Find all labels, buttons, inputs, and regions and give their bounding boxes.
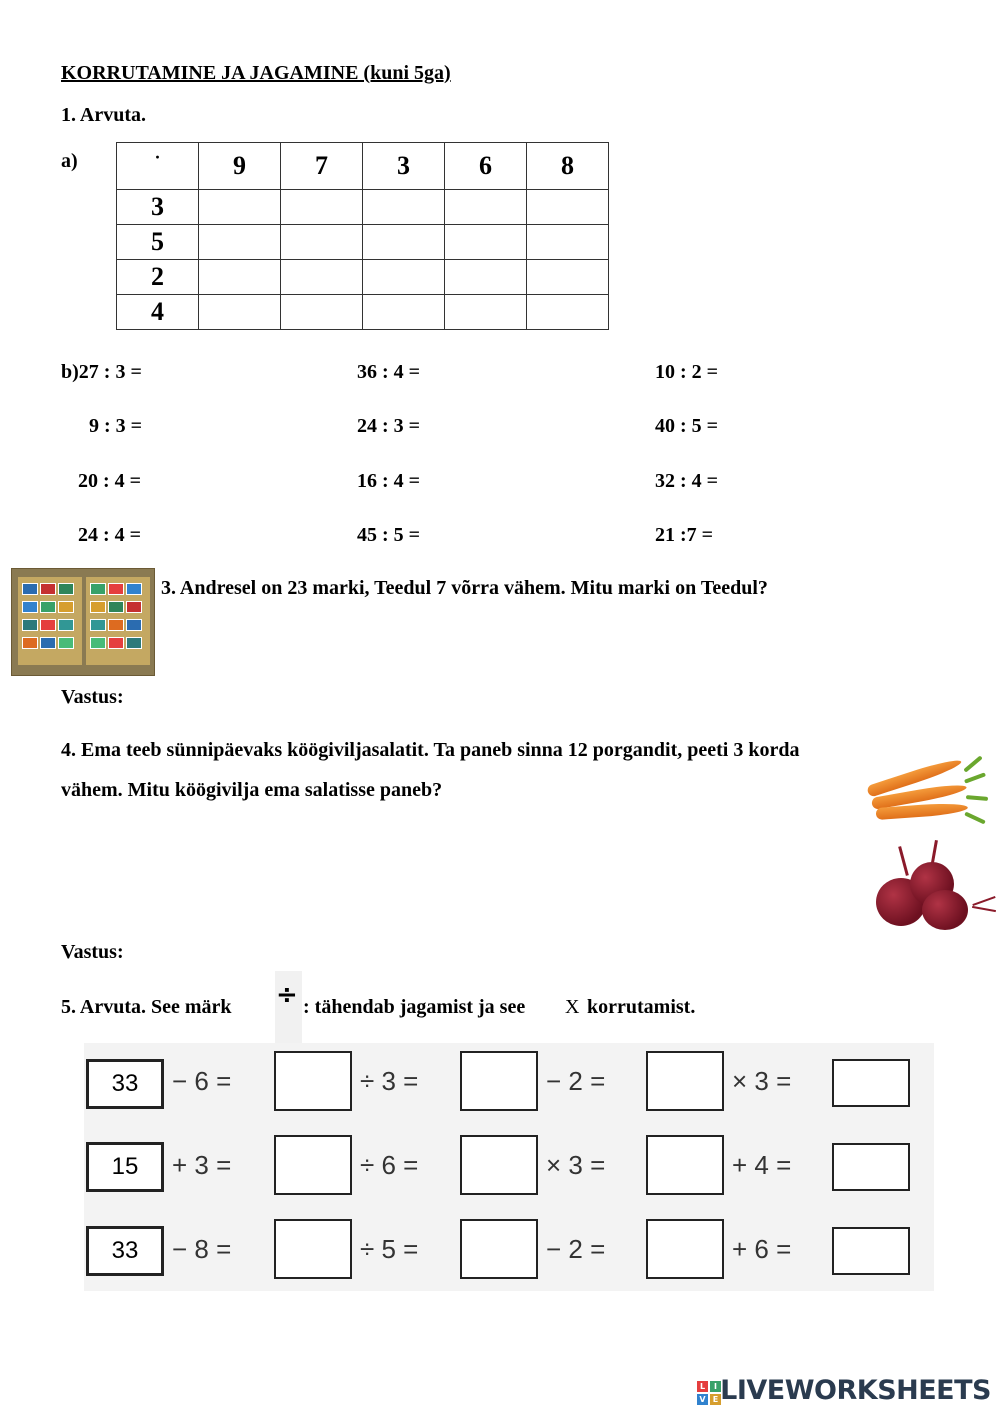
division-equation: 24 : 4 = — [78, 524, 142, 546]
answer-cell[interactable] — [445, 190, 527, 225]
answer-cell[interactable] — [199, 190, 281, 225]
chain-answer-box[interactable] — [646, 1051, 724, 1111]
division-equation: 32 : 4 = — [655, 470, 719, 492]
chain-operation: ÷ 6 = — [360, 1150, 419, 1180]
chain-answer-box[interactable] — [460, 1051, 538, 1111]
task4-answer-label: Vastus: — [61, 941, 124, 963]
answer-cell[interactable] — [281, 295, 363, 330]
answer-cell[interactable] — [199, 260, 281, 295]
chain-answer-box[interactable] — [832, 1143, 910, 1191]
liveworksheets-logo-icon — [697, 1381, 721, 1405]
task5-text-after: korrutamist. — [587, 996, 696, 1018]
liveworksheets-brand: LIVEWORKSHEETS — [720, 1375, 991, 1406]
answer-cell[interactable] — [527, 190, 609, 225]
logo-letter: V — [697, 1394, 708, 1405]
chain-answer-box[interactable] — [274, 1135, 352, 1195]
chain-operation: − 8 = — [172, 1234, 232, 1264]
chain-operation: ÷ 5 = — [360, 1234, 419, 1264]
answer-cell[interactable] — [527, 260, 609, 295]
division-equation: 10 : 2 = — [655, 361, 719, 383]
chain-answer-box[interactable] — [274, 1219, 352, 1279]
task5-text-before: 5. Arvuta. See märk — [61, 996, 232, 1018]
division-equation: 45 : 5 = — [357, 524, 421, 546]
logo-letter: L — [697, 1381, 708, 1392]
division-equation: 9 : 3 = — [89, 415, 143, 437]
table-column-header: 8 — [527, 143, 609, 190]
arithmetic-chains-panel — [84, 1043, 934, 1291]
chain-answer-box[interactable] — [646, 1135, 724, 1195]
table-row-header: 5 — [117, 225, 199, 260]
table-column-header: 3 — [363, 143, 445, 190]
answer-cell[interactable] — [281, 190, 363, 225]
division-equation: 24 : 3 = — [357, 415, 421, 437]
answer-cell[interactable] — [199, 295, 281, 330]
division-equation: 36 : 4 = — [357, 361, 421, 383]
answer-cell[interactable] — [445, 295, 527, 330]
chain-operation: × 3 = — [732, 1066, 792, 1096]
answer-cell[interactable] — [363, 295, 445, 330]
task5-text-mid: : tähendab jagamist ja see — [303, 996, 526, 1018]
chain-operation: − 6 = — [172, 1066, 232, 1096]
answer-cell[interactable] — [281, 260, 363, 295]
division-equation: 16 : 4 = — [357, 470, 421, 492]
answer-cell[interactable] — [363, 225, 445, 260]
carrots-icon — [866, 746, 992, 836]
answer-cell[interactable] — [445, 260, 527, 295]
logo-letter: I — [710, 1381, 721, 1392]
logo-letter: E — [710, 1394, 721, 1405]
chain-operation: − 2 = — [546, 1066, 606, 1096]
table-row-header: 2 — [117, 260, 199, 295]
task1-heading: 1. Arvuta. — [61, 104, 146, 126]
beets-icon — [872, 840, 998, 932]
page-title: KORRUTAMINE JA JAGAMINE (kuni 5ga) — [61, 62, 451, 84]
table-corner: · — [117, 143, 199, 190]
chain-answer-box[interactable] — [646, 1219, 724, 1279]
chain-answer-box[interactable] — [832, 1059, 910, 1107]
times-symbol: X — [565, 996, 580, 1018]
answer-cell[interactable] — [281, 225, 363, 260]
chain-start-number: 15 — [86, 1142, 164, 1192]
division-symbol: ÷ — [276, 980, 298, 1010]
chain-answer-box[interactable] — [460, 1219, 538, 1279]
chain-operation: − 2 = — [546, 1234, 606, 1264]
task3-text: 3. Andresel on 23 marki, Teedul 7 võrra vähem. Mitu marki on Teedul? — [161, 577, 768, 599]
chain-operation: + 4 = — [732, 1150, 792, 1180]
chain-start-number: 33 — [86, 1226, 164, 1276]
table-row-header: 4 — [117, 295, 199, 330]
answer-cell[interactable] — [445, 225, 527, 260]
chain-answer-box[interactable] — [832, 1227, 910, 1275]
answer-cell[interactable] — [527, 225, 609, 260]
division-equation: 40 : 5 = — [655, 415, 719, 437]
task4-text-line1: 4. Ema teeb sünnipäevaks köögiviljasalatit. Ta paneb sinna 12 porgandit, peeti 3 korda — [61, 739, 800, 761]
division-equation: 20 : 4 = — [78, 470, 142, 492]
stamp-album-icon — [11, 568, 155, 676]
task4-text-line2: vähem. Mitu köögivilja ema salatisse paneb? — [61, 779, 443, 801]
chain-answer-box[interactable] — [460, 1135, 538, 1195]
task3-answer-label: Vastus: — [61, 686, 124, 708]
division-equation: b)27 : 3 = — [61, 361, 142, 383]
chain-operation: + 6 = — [732, 1234, 792, 1264]
answer-cell[interactable] — [363, 260, 445, 295]
table-column-header: 7 — [281, 143, 363, 190]
answer-cell[interactable] — [363, 190, 445, 225]
table-row-header: 3 — [117, 190, 199, 225]
chain-operation: + 3 = — [172, 1150, 232, 1180]
answer-cell[interactable] — [527, 295, 609, 330]
chain-operation: × 3 = — [546, 1150, 606, 1180]
chain-start-number: 33 — [86, 1059, 164, 1109]
chain-answer-box[interactable] — [274, 1051, 352, 1111]
table-column-header: 6 — [445, 143, 527, 190]
table-column-header: 9 — [199, 143, 281, 190]
answer-cell[interactable] — [199, 225, 281, 260]
chain-operation: ÷ 3 = — [360, 1066, 419, 1096]
multiplication-table — [116, 142, 609, 330]
task1-part-a-label: a) — [61, 150, 78, 172]
division-equation: 21 :7 = — [655, 524, 714, 546]
